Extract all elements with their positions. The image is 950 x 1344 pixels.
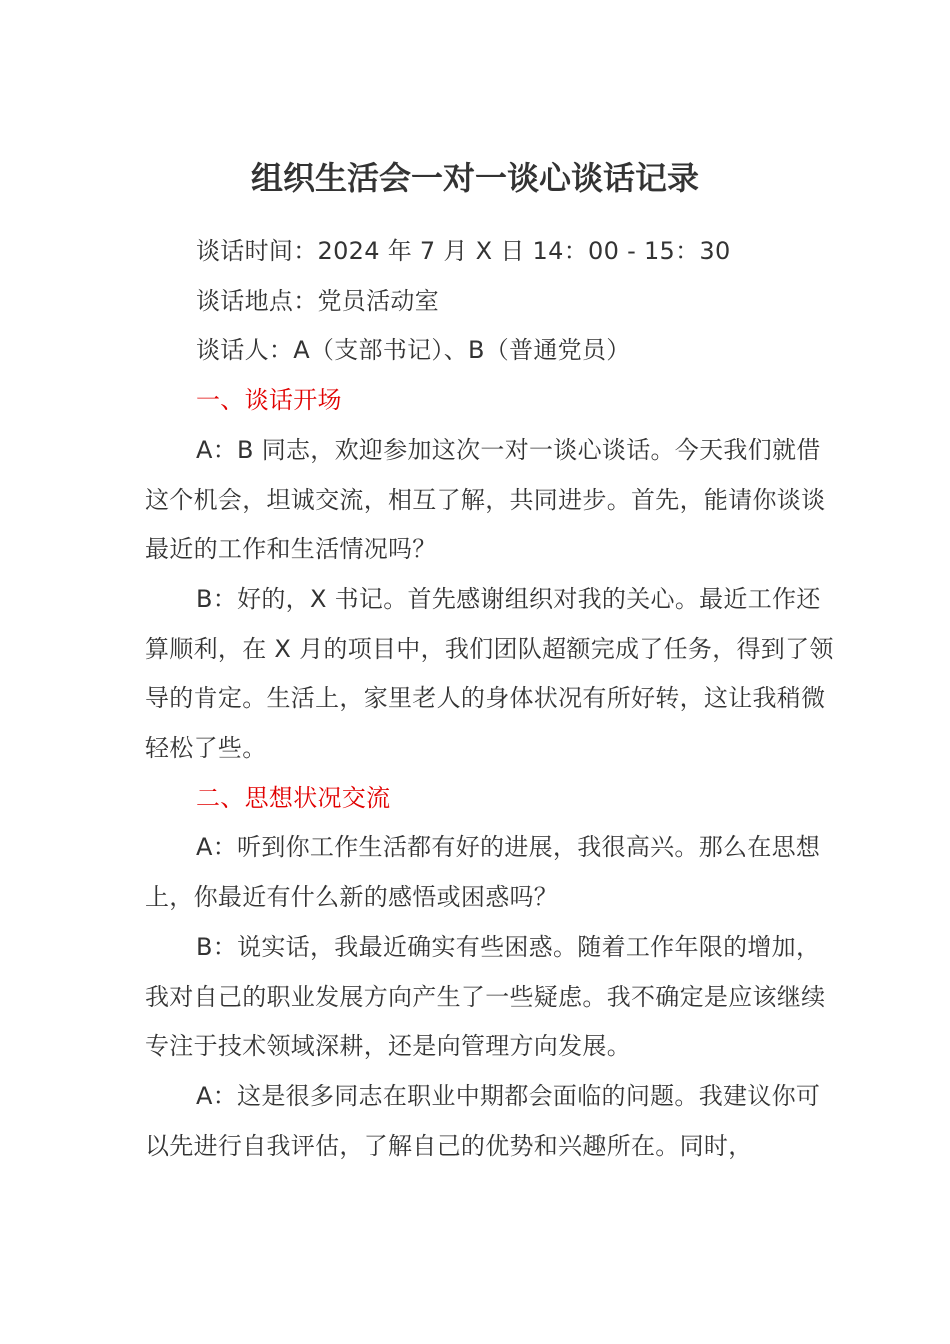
- dialogue-paragraph: A：这是很多同志在职业中期都会面临的问题。我建议你可以先进行自我评估，了解自己的优势和兴趣所在。同时，: [145, 1081, 821, 1160]
- section-heading-thoughts: 二、思想状况交流: [196, 783, 391, 812]
- document-title: 组织生活会一对一谈心谈话记录: [250, 159, 699, 197]
- meta-place: 谈话地点：党员活动室: [196, 286, 439, 315]
- dialogue-paragraph: A：听到你工作生活都有好的进展，我很高兴。那么在思想上，你最近有什么新的感悟或困惑吗？: [145, 833, 821, 912]
- dialogue-paragraph: B：好的，X 书记。首先感谢组织对我的关心。最近工作还算顺利，在 X 月的项目中，我们团队超额完成了任务，得到了领导的肯定。生活上，家里老人的身体状况有所好转，这让我稍微轻松了些。: [145, 584, 834, 763]
- section-heading-opening: 一、谈话开场: [196, 386, 342, 415]
- meta-people: 谈话人：A（支部书记）、B（普通党员）: [196, 336, 631, 365]
- document-body: [145, 227, 835, 1171]
- dialogue-paragraph: A：B 同志，欢迎参加这次一对一谈心谈话。今天我们就借这个机会，坦诚交流，相互了解，共同进步。首先，能请你谈谈最近的工作和生活情况吗？: [145, 435, 826, 564]
- dialogue-paragraph: B：说实话，我最近确实有些困惑。随着工作年限的增加，我对自己的职业发展方向产生了一些疑虑。我不确定是应该继续专注于技术领域深耕，还是向管理方向发展。: [145, 932, 826, 1061]
- meta-time: 谈话时间：2024 年 7 月 X 日 14：00 - 15：30: [196, 237, 731, 265]
